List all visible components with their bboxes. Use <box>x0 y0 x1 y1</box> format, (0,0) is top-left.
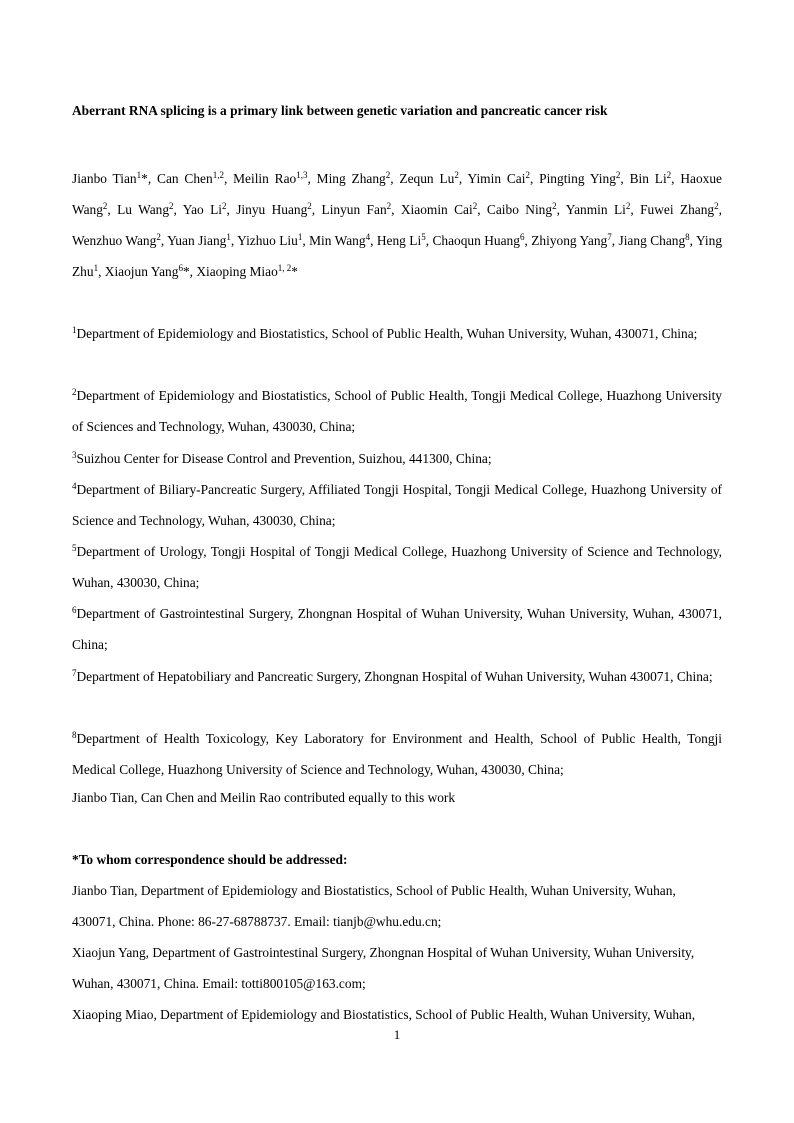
corresponding-mark: * <box>291 264 298 279</box>
author-name: Xiaojun Yang <box>104 264 179 279</box>
author-name: Jinyu Huang <box>236 202 308 217</box>
author-name: Ming Zhang <box>316 171 386 186</box>
author-name: Chaoqun Huang <box>432 233 520 248</box>
author-name: Ying Zhu <box>72 233 723 279</box>
author-affiliation-sup: 6 <box>178 263 183 273</box>
author-affiliation-sup: 2 <box>714 201 719 211</box>
corresponding-mark: * <box>141 171 148 186</box>
affiliation <box>72 661 722 692</box>
author-affiliation-sup: 2 <box>472 201 478 211</box>
affiliation-text: Department of Urology, Tongji Hospital of Tongji Medical College, Huazhong University of Science and Technology, Wuhan, 430030, China; <box>72 544 722 590</box>
author <box>72 171 148 186</box>
author-name: Yimin Cai <box>467 171 526 186</box>
affiliation-number: 8 <box>72 730 77 740</box>
author-affiliation-sup: 2 <box>625 201 631 211</box>
author <box>531 233 611 248</box>
author-name: Zequn Lu <box>399 171 455 186</box>
author-name: Fuwei Zhang <box>640 202 715 217</box>
author <box>237 233 302 248</box>
author-name: Pingting Ying <box>539 171 616 186</box>
author-affiliation-sup: 2 <box>221 201 227 211</box>
affiliation-number: 7 <box>72 668 77 678</box>
author-affiliation-sup: 5 <box>421 232 426 242</box>
author <box>539 171 620 186</box>
affiliation-text: Department of Gastrointestinal Surgery, Zhongnan Hospital of Wuhan University, Wuhan University, Wuhan, 430071, China; <box>72 606 722 652</box>
author-affiliation-sup: 1 <box>226 232 231 242</box>
page-number: 1 <box>393 1027 401 1042</box>
affiliation <box>72 380 722 442</box>
affiliation-text: Suizhou Center for Disease Control and Prevention, Suizhou, 441300, China; <box>76 451 492 466</box>
author <box>309 233 370 248</box>
author <box>236 202 312 217</box>
correspondence-line: Xiaojun Yang, Department of Gastrointestinal Surgery, Zhongnan Hospital of Wuhan University, Wuhan University, <box>72 945 695 960</box>
author-affiliation-sup: 1 <box>136 170 142 180</box>
affiliation-number: 1 <box>72 325 77 335</box>
author-affiliation-sup: 2 <box>454 170 459 180</box>
author-name: Xiaoping Miao <box>196 264 278 279</box>
author <box>317 171 391 186</box>
affiliation <box>72 443 722 474</box>
author-list: Jianbo Tian$^1$*, Can Chen$^{1,2}$, Meilin Rao$^{1,3}$, Ming Zhang$^2$, Zequn Lu$^2$, Yimin Cai$^2$, Pingting Ying$^2$, Bin Li$^2$, Haoxue Wang$^2$, Lu Wang$^2$, Yao Li$^2$, Jinyu Huang$^2$, Linyun Fan$^2$, Xiaomin Cai$^2$, Caibo Ning$^2$, Yanmin Li$^2$, Fuwei Zhang$^2$, Wenzhuo Wang$^2$, Yuan Jiang$^1$, Yizhuo Liu$^1$, Min Wang$^4$, Heng Li$^5$, Chaoqun Huang$^6$, Zhiyong Yang$^7$, Jiang Chang$^8$, Ying Zhu$^1$, Xiaojun Yang$^6$*, Xiaoping Miao$^{1, 2}$* <box>72 170 723 279</box>
author <box>566 202 631 217</box>
author-name: Xiaomin Cai <box>400 202 473 217</box>
affiliation-text: Department of Health Toxicology, Key Laboratory for Environment and Health, School of Public Health, Tongji Medical College, Huazhong University of Science and Technology, Wuhan, 430030, China; <box>72 731 722 777</box>
affiliation-text: Department of Hepatobiliary and Pancreatic Surgery, Zhongnan Hospital of Wuhan University, Wuhan 430071, China; <box>76 669 713 684</box>
author-affiliation-sup: 1 <box>93 263 99 273</box>
affiliation-text: Department of Epidemiology and Biostatistics, School of Public Health, Wuhan University, Wuhan, 430071, China; <box>76 326 698 341</box>
author-affiliation-sup: 7 <box>607 232 612 242</box>
author-name: Min Wang <box>309 233 366 248</box>
affiliation-text: Department of Epidemiology and Biostatistics, School of Public Health, Tongji Medical College, Huazhong University of Sciences and Technology, Wuhan, 430030, China; <box>72 388 722 434</box>
author-name: Haoxue Wang <box>72 171 723 217</box>
author-name: Lu Wang <box>117 202 170 217</box>
author-affiliation-sup: 2 <box>552 201 557 211</box>
author-affiliation-sup: 2 <box>156 232 161 242</box>
author-affiliation-sup: 2 <box>525 170 530 180</box>
author <box>183 202 227 217</box>
affiliation-number: 2 <box>72 387 77 397</box>
author-affiliation-sup: 2 <box>615 170 621 180</box>
author <box>468 171 530 186</box>
author-affiliation-sup: 4 <box>365 232 371 242</box>
author-affiliation-sup: 2 <box>169 201 174 211</box>
affiliation <box>72 536 722 598</box>
author <box>72 233 161 248</box>
author-name: Jiang Chang <box>618 233 686 248</box>
author-name: Heng Li <box>376 233 422 248</box>
author-affiliation-sup: 1 <box>297 232 303 242</box>
correspondence-heading: *To whom correspondence should be addressed: <box>72 852 348 867</box>
author-name: Caibo Ning <box>486 202 553 217</box>
author <box>487 202 557 217</box>
equal-contribution-note: Jianbo Tian, Can Chen and Meilin Rao contributed equally to this work <box>72 790 456 805</box>
author <box>322 202 392 217</box>
author <box>640 202 719 217</box>
author-name: Zhiyong Yang <box>531 233 608 248</box>
author-name: Wenzhuo Wang <box>72 233 157 248</box>
author-name: Yanmin Li <box>565 202 626 217</box>
author <box>432 233 524 248</box>
author <box>399 171 458 186</box>
correspondence-line: Wuhan, 430071, China. Email: totti800105@163.com; <box>72 976 366 991</box>
author <box>117 202 173 217</box>
author-name: Meilin Rao <box>233 171 297 186</box>
author <box>196 264 298 279</box>
author <box>401 202 477 217</box>
correspondence-line: 430071, China. Phone: 86-27-68788737. Email: tianjb@whu.edu.cn; <box>72 914 442 929</box>
author-name: Linyun Fan <box>321 202 387 217</box>
author-name: Yizhuo Liu <box>237 233 298 248</box>
author <box>233 171 307 186</box>
author-affiliation-sup: 8 <box>685 232 690 242</box>
author-affiliation-sup: 6 <box>519 232 525 242</box>
correspondence-line: Jianbo Tian, Department of Epidemiology and Biostatistics, School of Public Health, Wuhan University, Wuhan, <box>72 883 676 898</box>
author-name: Can Chen <box>157 171 213 186</box>
author-affiliation-sup: 2 <box>666 170 672 180</box>
affiliation <box>72 723 722 785</box>
correspondence-line: Xiaoping Miao, Department of Epidemiology and Biostatistics, School of Public Health, Wuhan University, Wuhan, <box>72 1007 696 1022</box>
author-affiliation-sup: 2 <box>385 170 391 180</box>
author <box>105 264 190 279</box>
affiliation <box>72 598 722 660</box>
author-affiliation-sup: 2 <box>386 201 392 211</box>
affiliation-number: 4 <box>72 481 77 491</box>
author-name: Yao Li <box>182 202 222 217</box>
author <box>619 233 690 248</box>
author-name: Jianbo Tian <box>72 171 137 186</box>
author-affiliation-sup: 2 <box>102 201 108 211</box>
corresponding-mark: * <box>182 264 190 279</box>
author-name: Yuan Jiang <box>167 233 227 248</box>
affiliation-number: 3 <box>72 450 77 460</box>
author <box>377 233 426 248</box>
affiliation-number: 6 <box>72 605 77 615</box>
author <box>157 171 224 186</box>
author-affiliation-sup: 1,3 <box>296 170 308 180</box>
author <box>630 171 672 186</box>
affiliation-text: Department of Biliary-Pancreatic Surgery, Affiliated Tongji Hospital, Tongji Medical College, Huazhong University of Science and Technology, Wuhan, 430030, China; <box>72 482 722 528</box>
author-affiliation-sup: 1,2 <box>212 170 224 180</box>
author-affiliation-sup: 1, 2 <box>277 263 292 273</box>
author-affiliation-sup: 2 <box>307 201 312 211</box>
affiliation-number: 5 <box>72 543 77 553</box>
author <box>167 233 231 248</box>
affiliation <box>72 318 722 349</box>
affiliation <box>72 474 722 536</box>
paper-title: Aberrant RNA splicing is a primary link between genetic variation and pancreatic cancer risk <box>72 103 608 118</box>
author-name: Bin Li <box>629 171 667 186</box>
